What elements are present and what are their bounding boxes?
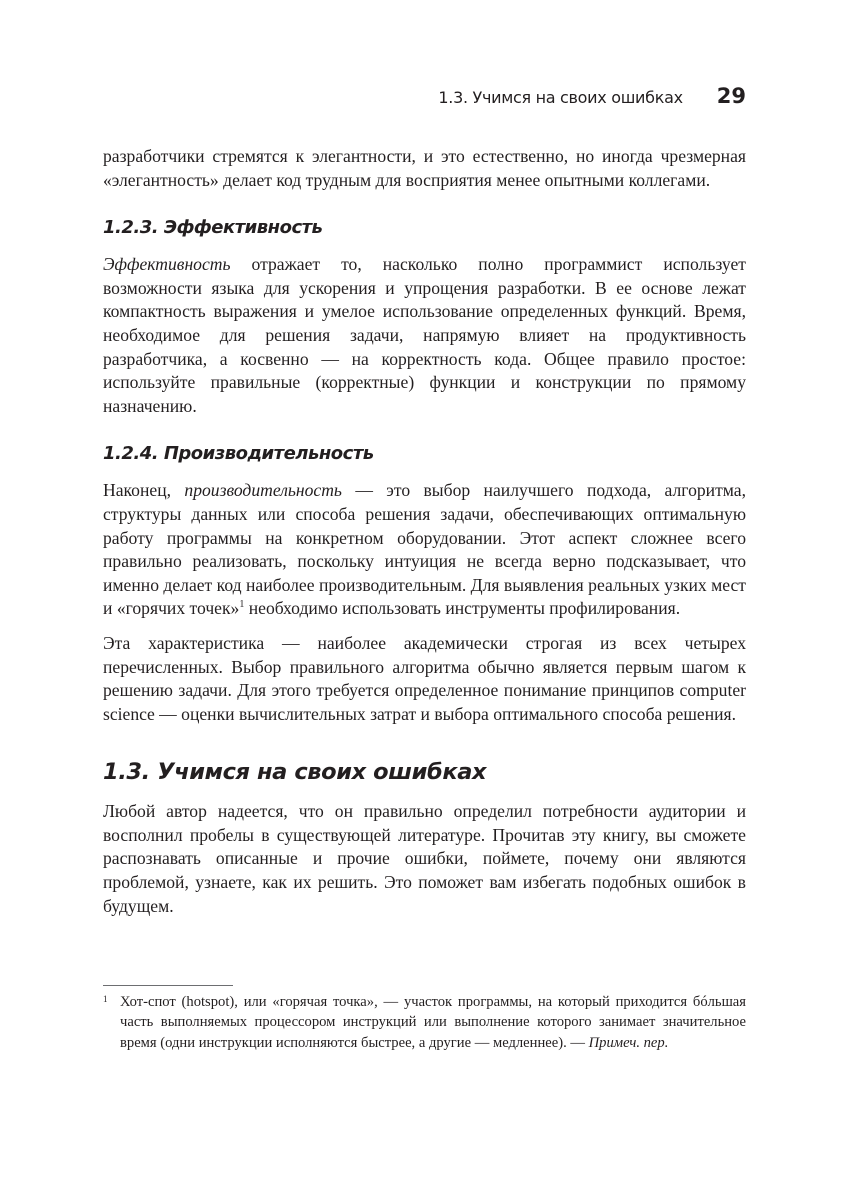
paragraph-efficiency-text: отражает то, насколько полно программист использует возможности языка для ускорения и упрощения разработки. В ее основе лежат компактность выражения и умелое использование определенных функций. Время, необходимое для решения задачи, напрямую влияет на продуктивность разработчика, а косвенно — на корректность кода. Общее правило простое: используйте правильные (корректные) функции и конструкции по прямому назначению. <box>103 254 746 416</box>
paragraph-performance-2: Эта характеристика — наиболее академически строгая из всех четырех перечисленных. Выбор правильного алгоритма обычно является первым шагом к решению задачи. Для этого требуется определенное понимание принципов computer science — оценки вычислительных затрат и выбора оптимального способа решения. <box>103 632 746 724</box>
footnotes <box>103 985 746 1053</box>
paragraph-intro: разработчики стремятся к элегантности, и это естественно, но иногда чрезмерная «элегантность» делает код трудным для восприятия менее опытными коллегами. <box>103 146 746 190</box>
translator-note: Примеч. пер. <box>588 1034 669 1051</box>
heading-1-2-3: 1.2.3. Эффективность <box>103 217 323 239</box>
footnote-item <box>103 992 746 1053</box>
paragraph-efficiency <box>103 253 746 418</box>
heading-1-2-4: 1.2.4. Производительность <box>103 443 374 465</box>
page-number: 29 <box>716 84 746 108</box>
page-body <box>103 145 746 918</box>
paragraph-performance <box>103 479 746 621</box>
paragraph-performance-start: Наконец, <box>103 480 185 501</box>
footnote-divider <box>103 985 233 986</box>
term-efficiency: Эффективность <box>103 254 231 275</box>
paragraph-performance-end: необходимо использовать инструменты профилирования. <box>244 598 681 619</box>
term-performance: производительность <box>184 480 342 501</box>
paragraph-performance-mid: — это выбор наилучшего подхода, алгоритма, структуры данных или способа решения задачи, обеспечивающих оптимальную работу программы на конкретном оборудовании. Этот аспект сложнее всего правильно реализовать, поскольку интуиция не всегда верно подсказывает, что именно делает код наиболее производительным. Для выявления реальных узких мест и «горячих точек» <box>103 480 747 619</box>
running-head <box>438 84 746 108</box>
footnote-reference[interactable]: 1 <box>239 599 245 611</box>
footnote-number: 1 <box>103 994 108 1004</box>
footnote-text <box>120 992 746 1053</box>
paragraph-learning-from-mistakes: Любой автор надеется, что он правильно определил потребности аудитории и восполнил пробелы в существующей литературе. Прочитав эту книгу, вы сможете распознавать описанные и прочие ошибки, поймете, почему они являются проблемой, узнаете, как их решить. Это поможет вам избегать подобных ошибок в будущем. <box>103 801 746 916</box>
running-head-title: 1.3. Учимся на своих ошибках <box>438 88 683 107</box>
footnote-body: Хот-спот (hotspot), или «горячая точка», — участок программы, на который приходится бóльшая часть выполняемых процессором инструкций или выполнение которого занимает значительное время (одни инструкции исполняются быстрее, а другие — медленнее). — <box>120 994 746 1051</box>
heading-1-3: 1.3. Учимся на своих ошибках <box>103 759 487 786</box>
